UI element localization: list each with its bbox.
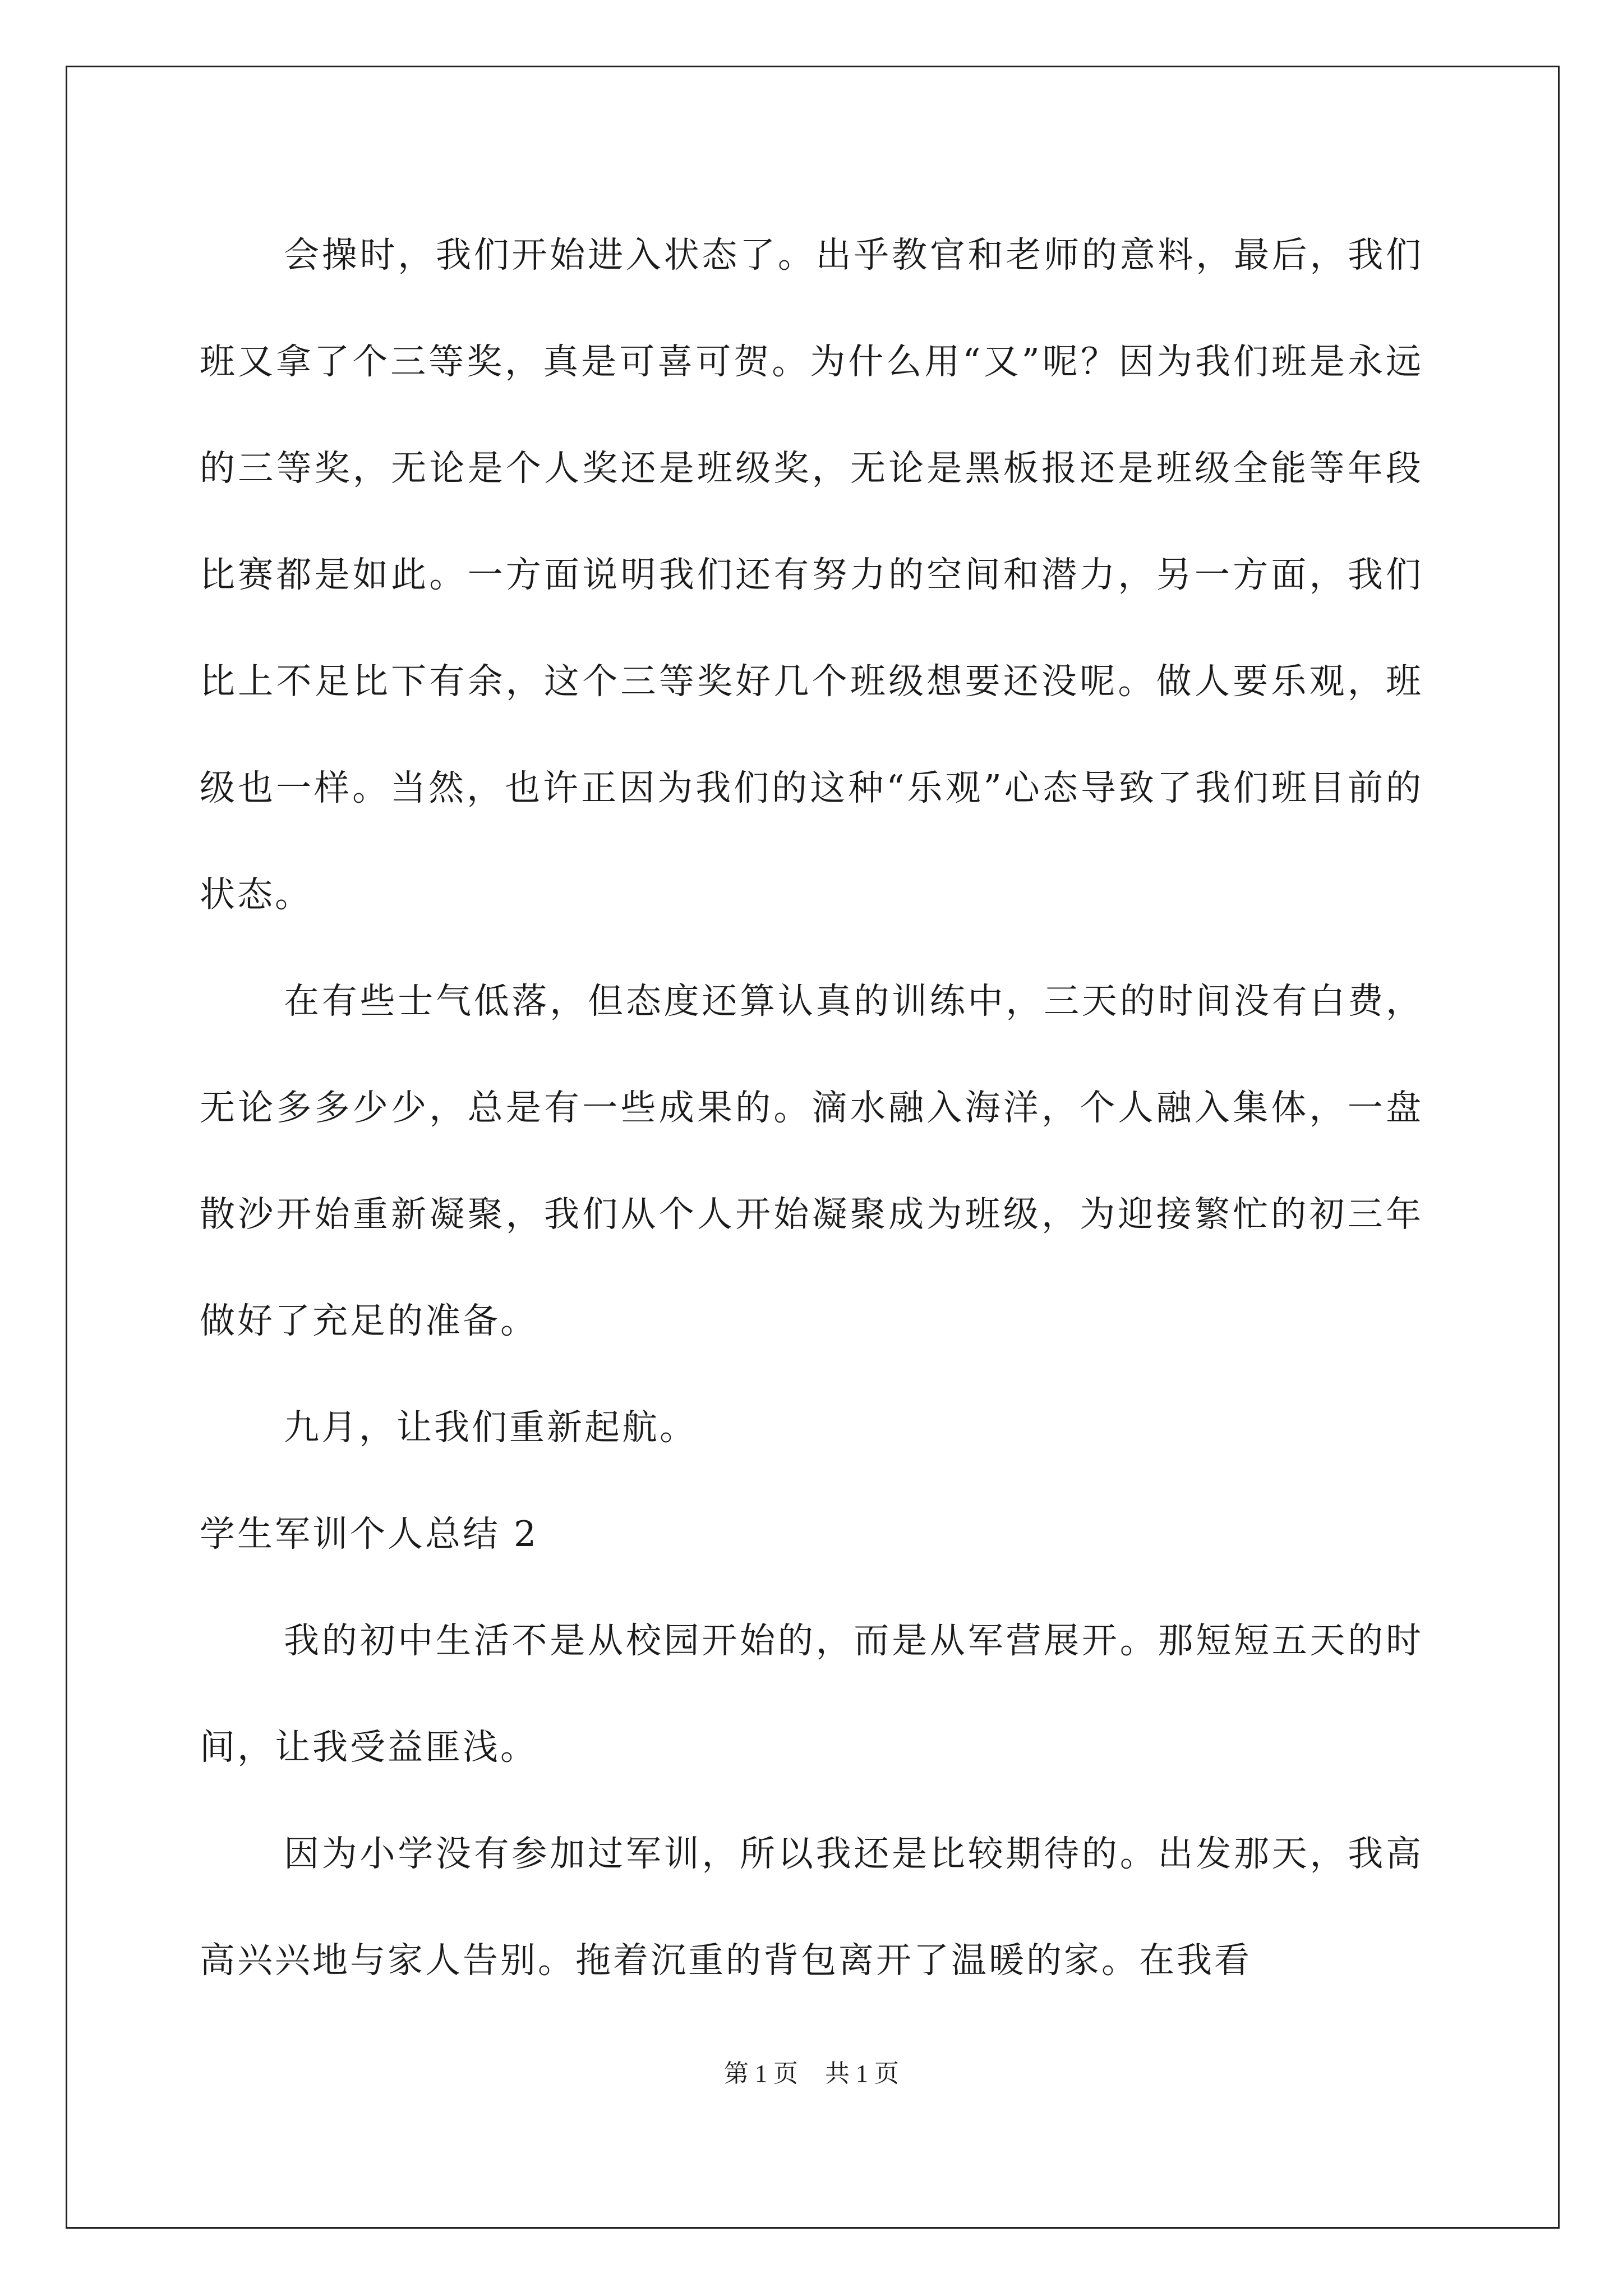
total-pages-label: 共 1 页: [825, 2060, 899, 2087]
current-page-label: 第 1 页: [724, 2060, 798, 2087]
paragraph-1: 会操时，我们开始进入状态了。出乎教官和老师的意料，最后，我们班又拿了个三等奖，真是可喜可贺。为什么用“又”呢？因为我们班是永远的三等奖，无论是个人奖还是班级奖，无论是黑板报还是班级全能等年段比赛都是如此。一方面说明我们还有努力的空间和潜力，另一方面，我们比上不足比下有余，这个三等奖好几个班级想要还没呢。做人要乐观，班级也一样。当然，也许正因为我们的这种“乐观”心态导致了我们班目前的状态。: [200, 234, 1423, 915]
section-paragraph-2: 因为小学没有参加过军训，所以我还是比较期待的。出发那天，我高高兴兴地与家人告别。拖着沉重的背包离开了温暖的家。在我看: [200, 1833, 1423, 1981]
paragraph-2: 在有些士气低落，但态度还算认真的训练中，三天的时间没有白费，无论多多少少，总是有一些成果的。滴水融入海洋，个人融入集体，一盘散沙开始重新凝聚，我们从个人开始凝聚成为班级，为迎接繁忙的初三年做好了充足的准备。: [200, 981, 1423, 1341]
section-paragraph-1: 我的初中生活不是从校园开始的，而是从军营展开。那短短五天的时间，让我受益匪浅。: [200, 1620, 1423, 1768]
section-title: 学生军训个人总结 2: [200, 1513, 539, 1554]
page-footer: [0, 2053, 1623, 2089]
document-body: [200, 202, 1423, 2014]
paragraph-3: 九月，让我们重新起航。: [284, 1407, 697, 1448]
